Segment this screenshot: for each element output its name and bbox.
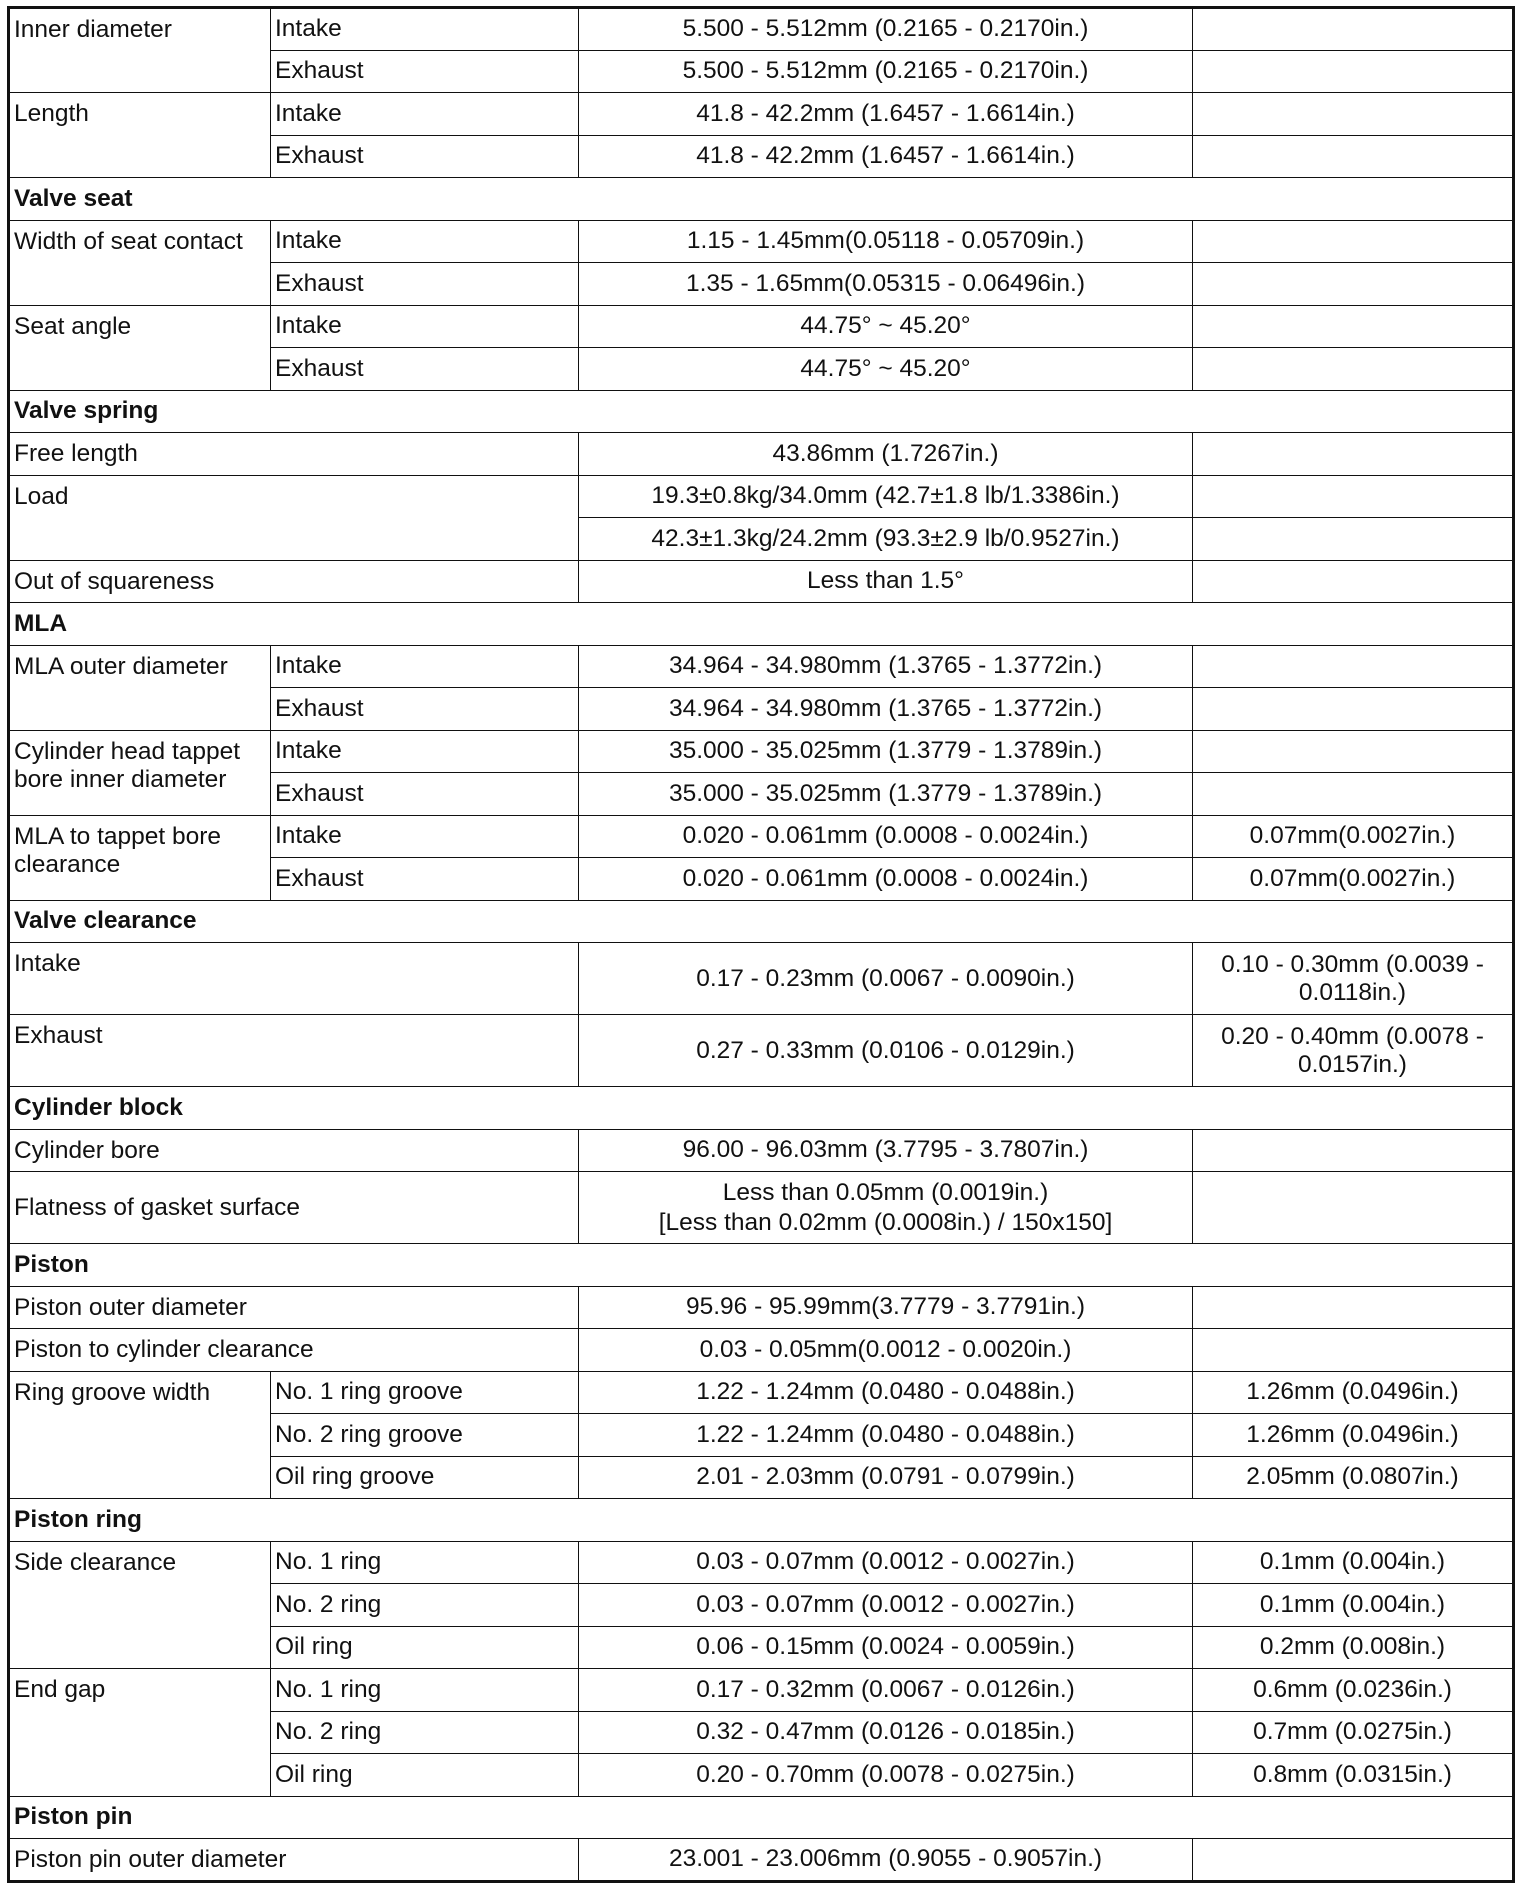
section-header-row: [9, 603, 1514, 646]
limit-value: 0.07mm(0.0027in.): [1193, 815, 1514, 858]
limit-value: [1193, 1329, 1514, 1372]
section-heading: MLA: [9, 603, 1514, 646]
spec-value: 44.75° ~ 45.20°: [579, 348, 1193, 391]
table-row: [9, 560, 1514, 603]
row-sub-label: No. 2 ring: [271, 1584, 579, 1627]
limit-value: 0.10 - 0.30mm (0.0039 - 0.0118in.): [1193, 943, 1514, 1015]
row-sub-label: Intake: [271, 645, 579, 688]
spec-table: [7, 6, 1515, 1883]
row-label: Ring groove width: [9, 1371, 271, 1499]
table-row: [9, 645, 1514, 688]
spec-value-line: [Less than 0.02mm (0.0008in.) / 150x150]: [658, 1208, 1113, 1236]
section-heading: Valve spring: [9, 390, 1514, 433]
spec-value: 5.500 - 5.512mm (0.2165 - 0.2170in.): [579, 50, 1193, 93]
limit-value: 0.8mm (0.0315in.): [1193, 1754, 1514, 1797]
spec-value: 41.8 - 42.2mm (1.6457 - 1.6614in.): [579, 135, 1193, 178]
spec-value: 34.964 - 34.980mm (1.3765 - 1.3772in.): [579, 645, 1193, 688]
spec-value: 35.000 - 35.025mm (1.3779 - 1.3789in.): [579, 730, 1193, 773]
limit-value: [1193, 263, 1514, 306]
spec-value: 35.000 - 35.025mm (1.3779 - 1.3789in.): [579, 773, 1193, 816]
spec-value: 0.020 - 0.061mm (0.0008 - 0.0024in.): [579, 815, 1193, 858]
spec-value: 0.06 - 0.15mm (0.0024 - 0.0059in.): [579, 1626, 1193, 1669]
limit-value: [1193, 348, 1514, 391]
spec-value: 0.17 - 0.32mm (0.0067 - 0.0126in.): [579, 1669, 1193, 1712]
row-sub-label: No. 2 ring groove: [271, 1414, 579, 1457]
limit-value: 0.6mm (0.0236in.): [1193, 1669, 1514, 1712]
spec-value: 19.3±0.8kg/34.0mm (42.7±1.8 lb/1.3386in.): [579, 475, 1193, 518]
row-sub-label: Oil ring groove: [271, 1456, 579, 1499]
row-sub-label: Intake: [271, 815, 579, 858]
row-sub-label: Exhaust: [271, 858, 579, 901]
limit-value: [1193, 1129, 1514, 1172]
row-sub-label: Intake: [271, 8, 579, 51]
section-header-row: [9, 900, 1514, 943]
row-sub-label: Intake: [271, 730, 579, 773]
table-row: [9, 1172, 1514, 1244]
table-row: [9, 220, 1514, 263]
spec-value: 0.020 - 0.061mm (0.0008 - 0.0024in.): [579, 858, 1193, 901]
table-row: [9, 1329, 1514, 1372]
table-row: [9, 93, 1514, 136]
section-heading: Cylinder block: [9, 1087, 1514, 1130]
row-label: Width of seat contact: [9, 220, 271, 305]
row-sub-label: No. 1 ring: [271, 1541, 579, 1584]
spec-value: 0.03 - 0.05mm(0.0012 - 0.0020in.): [579, 1329, 1193, 1372]
limit-value: [1193, 1172, 1514, 1244]
spec-value: 1.22 - 1.24mm (0.0480 - 0.0488in.): [579, 1414, 1193, 1457]
row-label: Seat angle: [9, 305, 271, 390]
spec-value: 96.00 - 96.03mm (3.7795 - 3.7807in.): [579, 1129, 1193, 1172]
spec-value-line: Less than 0.05mm (0.0019in.): [722, 1178, 1049, 1206]
row-label: MLA outer diameter: [9, 645, 271, 730]
limit-value: [1193, 1286, 1514, 1329]
table-row: [9, 1129, 1514, 1172]
spec-value: 42.3±1.3kg/24.2mm (93.3±2.9 lb/0.9527in.): [579, 518, 1193, 561]
spec-value: 0.20 - 0.70mm (0.0078 - 0.0275in.): [579, 1754, 1193, 1797]
spec-value: 34.964 - 34.980mm (1.3765 - 1.3772in.): [579, 688, 1193, 731]
spec-value: 95.96 - 95.99mm(3.7779 - 3.7791in.): [579, 1286, 1193, 1329]
row-label: Cylinder bore: [9, 1129, 579, 1172]
spec-value: [579, 1172, 1193, 1244]
limit-value: 0.2mm (0.008in.): [1193, 1626, 1514, 1669]
limit-value: 0.1mm (0.004in.): [1193, 1584, 1514, 1627]
row-label: MLA to tappet bore clearance: [9, 815, 271, 900]
spec-value: 1.22 - 1.24mm (0.0480 - 0.0488in.): [579, 1371, 1193, 1414]
table-row: [9, 1015, 1514, 1087]
row-sub-label: Intake: [271, 305, 579, 348]
row-sub-label: Oil ring: [271, 1754, 579, 1797]
row-label: Free length: [9, 433, 579, 476]
limit-value: [1193, 730, 1514, 773]
table-row: [9, 1839, 1514, 1882]
limit-value: [1193, 93, 1514, 136]
limit-value: 0.7mm (0.0275in.): [1193, 1711, 1514, 1754]
section-heading: Piston: [9, 1244, 1514, 1287]
limit-value: [1193, 220, 1514, 263]
spec-value: 0.17 - 0.23mm (0.0067 - 0.0090in.): [579, 943, 1193, 1015]
spec-value: 23.001 - 23.006mm (0.9055 - 0.9057in.): [579, 1839, 1193, 1882]
limit-value: 2.05mm (0.0807in.): [1193, 1456, 1514, 1499]
section-heading: Piston pin: [9, 1796, 1514, 1839]
spec-value: Less than 1.5°: [579, 560, 1193, 603]
row-label: Inner diameter: [9, 8, 271, 93]
limit-value: [1193, 688, 1514, 731]
row-sub-label: No. 1 ring: [271, 1669, 579, 1712]
section-header-row: [9, 1087, 1514, 1130]
row-label: Piston to cylinder clearance: [9, 1329, 579, 1372]
table-row: [9, 475, 1514, 518]
table-row: [9, 815, 1514, 858]
section-header-row: [9, 390, 1514, 433]
row-sub-label: Exhaust: [271, 773, 579, 816]
spec-value: 0.27 - 0.33mm (0.0106 - 0.0129in.): [579, 1015, 1193, 1087]
limit-value: [1193, 475, 1514, 518]
limit-value: [1193, 560, 1514, 603]
row-label: Piston pin outer diameter: [9, 1839, 579, 1882]
limit-value: 0.07mm(0.0027in.): [1193, 858, 1514, 901]
spec-value: 1.15 - 1.45mm(0.05118 - 0.05709in.): [579, 220, 1193, 263]
spec-value: 0.03 - 0.07mm (0.0012 - 0.0027in.): [579, 1584, 1193, 1627]
row-sub-label: Intake: [271, 220, 579, 263]
limit-value: 1.26mm (0.0496in.): [1193, 1371, 1514, 1414]
spec-value: 44.75° ~ 45.20°: [579, 305, 1193, 348]
row-label: Piston outer diameter: [9, 1286, 579, 1329]
section-heading: Piston ring: [9, 1499, 1514, 1542]
row-sub-label: Exhaust: [271, 263, 579, 306]
row-sub-label: Exhaust: [271, 50, 579, 93]
row-label: Length: [9, 93, 271, 178]
section-header-row: [9, 1796, 1514, 1839]
table-row: [9, 1371, 1514, 1414]
limit-value: [1193, 305, 1514, 348]
spec-value: 1.35 - 1.65mm(0.05315 - 0.06496in.): [579, 263, 1193, 306]
table-row: [9, 730, 1514, 773]
limit-value: 0.20 - 0.40mm (0.0078 - 0.0157in.): [1193, 1015, 1514, 1087]
row-label: Side clearance: [9, 1541, 271, 1669]
limit-value: [1193, 135, 1514, 178]
row-sub-label: Intake: [271, 93, 579, 136]
row-sub-label: Oil ring: [271, 1626, 579, 1669]
section-heading: Valve seat: [9, 178, 1514, 221]
limit-value: [1193, 518, 1514, 561]
row-sub-label: No. 1 ring groove: [271, 1371, 579, 1414]
row-sub-label: No. 2 ring: [271, 1711, 579, 1754]
section-header-row: [9, 178, 1514, 221]
table-row: [9, 433, 1514, 476]
spec-value: 2.01 - 2.03mm (0.0791 - 0.0799in.): [579, 1456, 1193, 1499]
row-sub-label: Exhaust: [271, 688, 579, 731]
section-heading: Valve clearance: [9, 900, 1514, 943]
row-label: Load: [9, 475, 579, 560]
limit-value: [1193, 1839, 1514, 1882]
row-label: End gap: [9, 1669, 271, 1797]
row-label: Exhaust: [9, 1015, 579, 1087]
limit-value: [1193, 433, 1514, 476]
limit-value: [1193, 645, 1514, 688]
section-header-row: [9, 1244, 1514, 1287]
table-row: [9, 1669, 1514, 1712]
table-row: [9, 1541, 1514, 1584]
row-sub-label: Exhaust: [271, 348, 579, 391]
limit-value: [1193, 50, 1514, 93]
spec-value: 0.32 - 0.47mm (0.0126 - 0.0185in.): [579, 1711, 1193, 1754]
limit-value: 1.26mm (0.0496in.): [1193, 1414, 1514, 1457]
limit-value: [1193, 773, 1514, 816]
row-label: Out of squareness: [9, 560, 579, 603]
table-row: [9, 305, 1514, 348]
row-label: Intake: [9, 943, 579, 1015]
limit-value: 0.1mm (0.004in.): [1193, 1541, 1514, 1584]
section-header-row: [9, 1499, 1514, 1542]
row-sub-label: Exhaust: [271, 135, 579, 178]
spec-value: 43.86mm (1.7267in.): [579, 433, 1193, 476]
table-row: [9, 943, 1514, 1015]
spec-value: 5.500 - 5.512mm (0.2165 - 0.2170in.): [579, 8, 1193, 51]
limit-value: [1193, 8, 1514, 51]
spec-value: 0.03 - 0.07mm (0.0012 - 0.0027in.): [579, 1541, 1193, 1584]
row-label: Flatness of gasket surface: [9, 1172, 579, 1244]
table-row: [9, 1286, 1514, 1329]
table-row: [9, 8, 1514, 51]
row-label: Cylinder head tappet bore inner diameter: [9, 730, 271, 815]
spec-value: 41.8 - 42.2mm (1.6457 - 1.6614in.): [579, 93, 1193, 136]
